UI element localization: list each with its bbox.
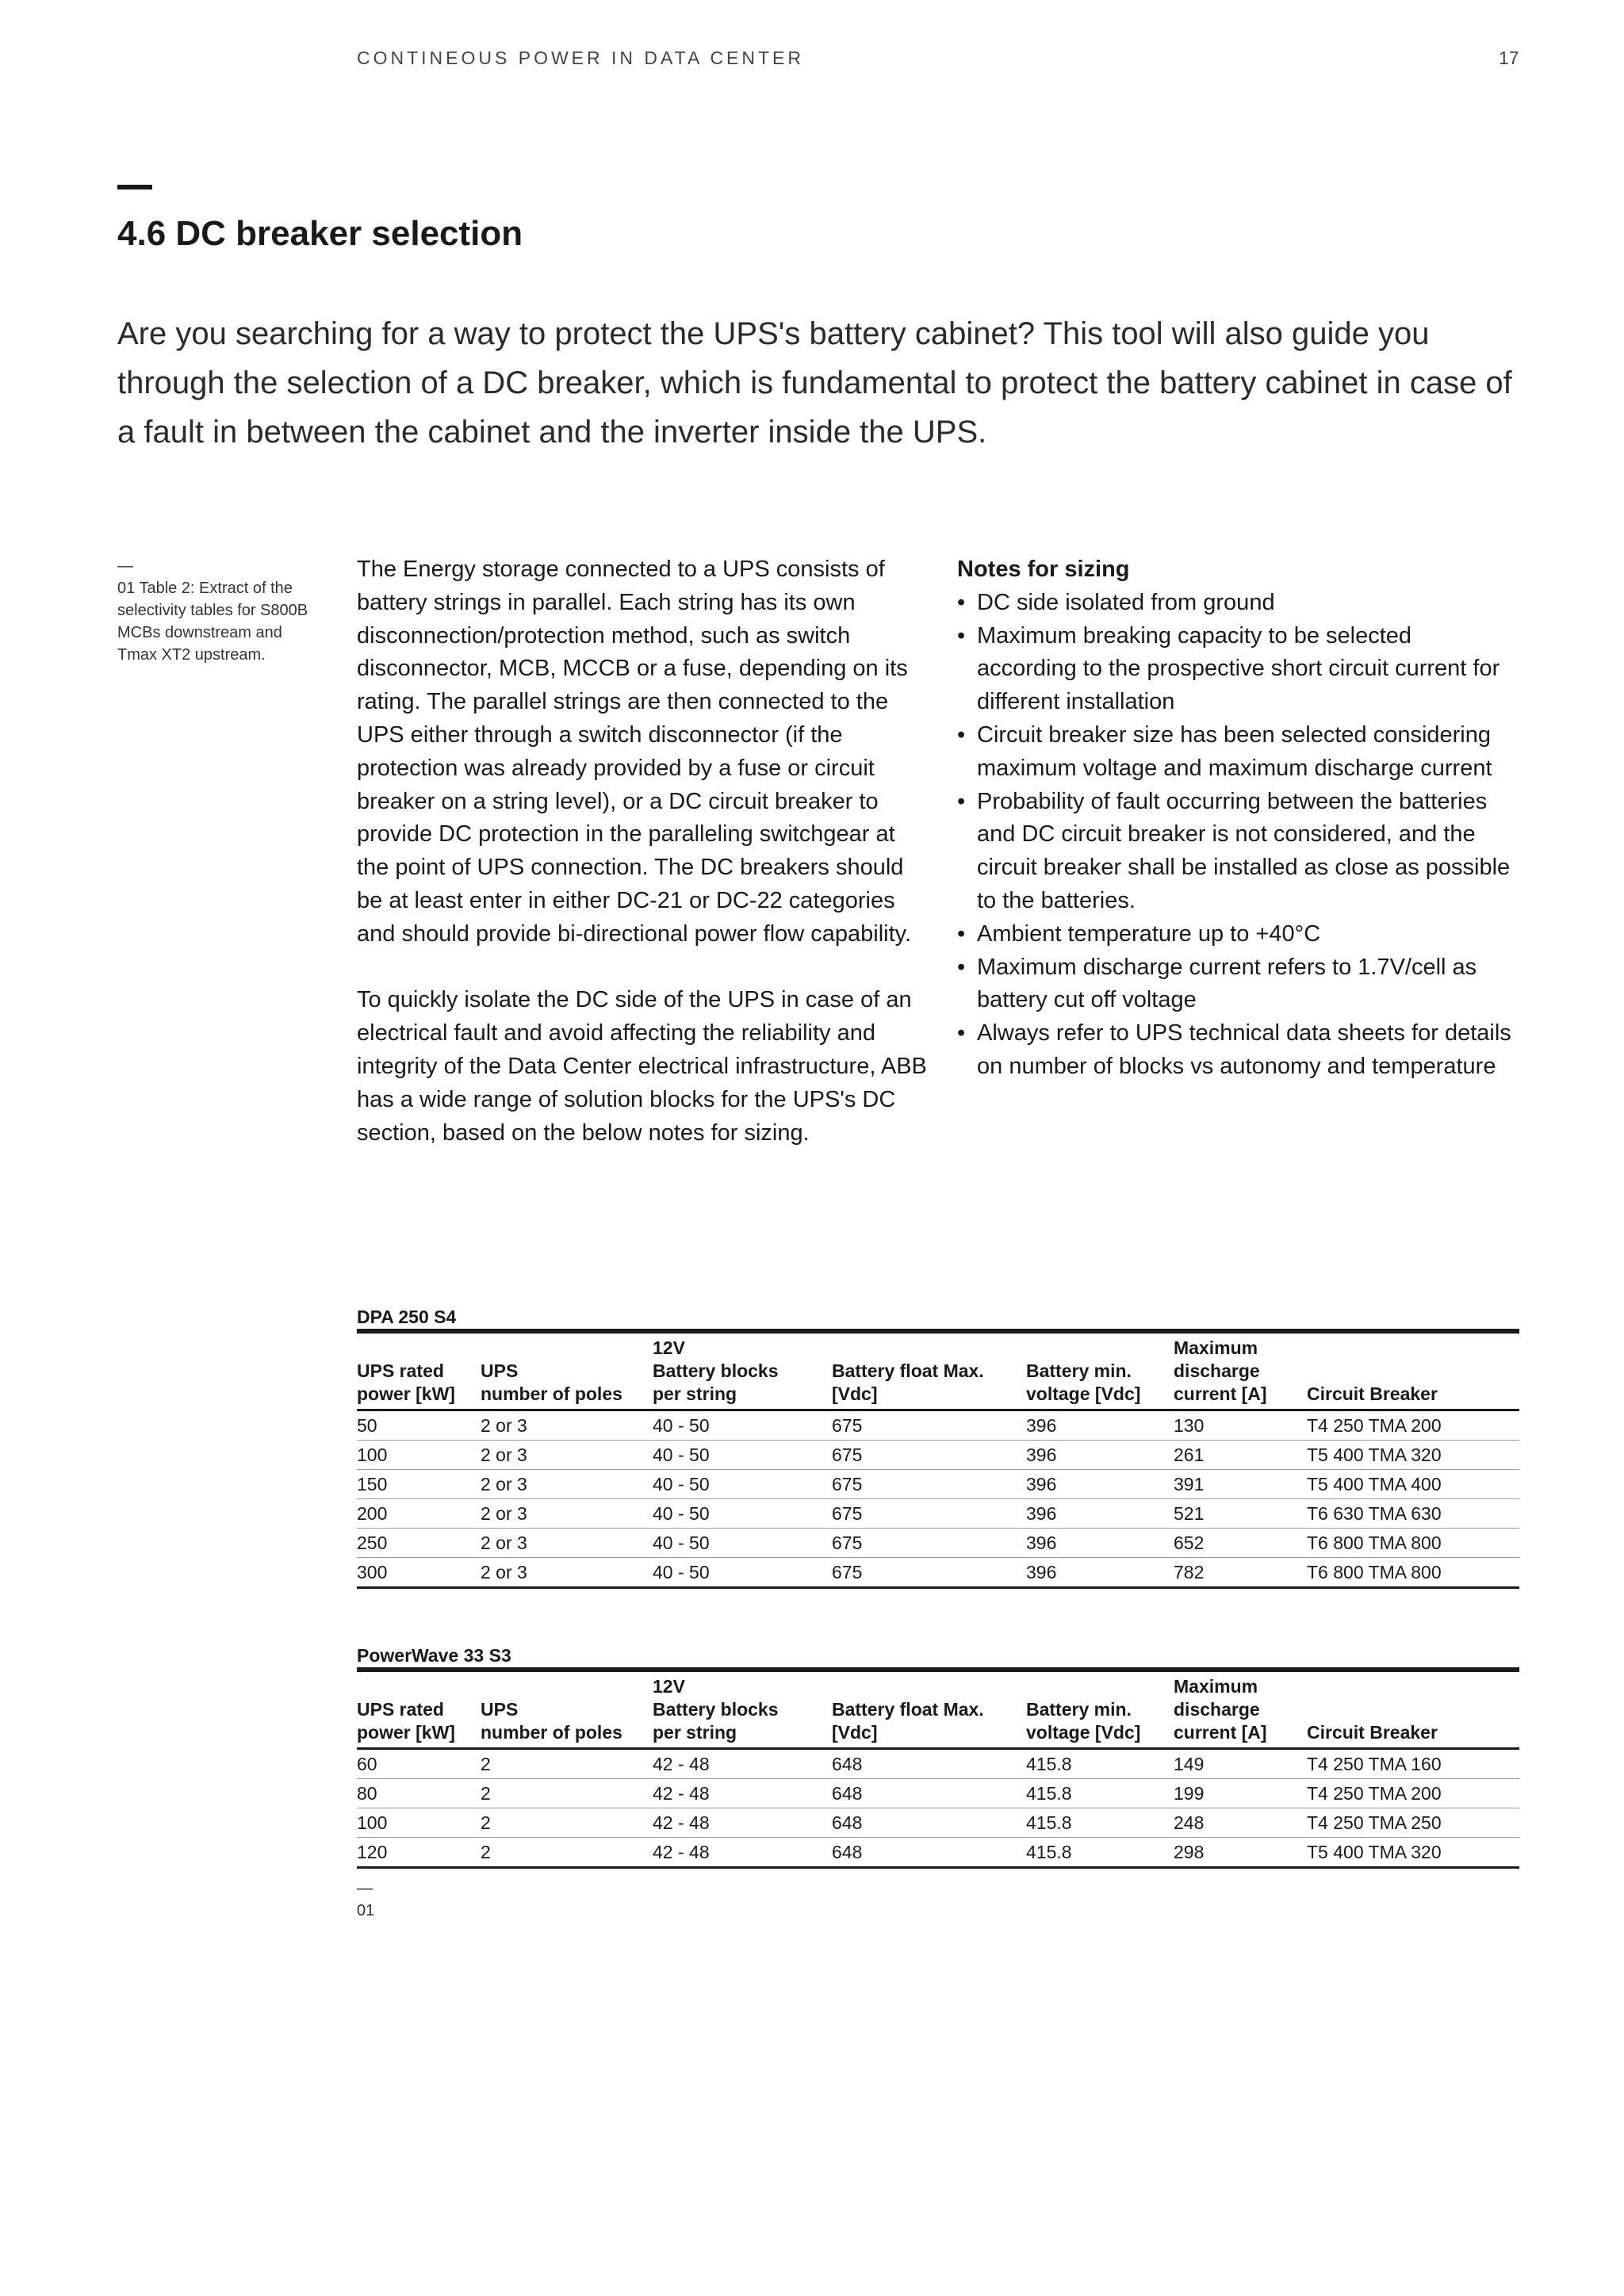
column-header [1174,1331,1307,1410]
body-paragraph-1: The Energy storage connected to a UPS consists of battery strings in parallel. Each string has its own disconnection/protection method, such as switch disconnector, MCB, MCCB or a fuse, depending on its rating. The parallel strings are then connected to the UPS either through a switch disconnector (if the protection was already provided by a fuse or circuit breaker on a string level), or a DC circuit breaker to provide DC protection in the paralleling switchgear at the point of UPS connection. The DC breakers should be at least enter in either DC-21 or DC-22 categories and should provide bi-directional power flow capability. [357,557,912,947]
table-row [357,1749,1519,1779]
table-cell: 2 or 3 [481,1441,653,1470]
column-header-line: [Vdc] [832,1722,878,1743]
caption-dash: — [117,557,133,575]
table-cell: 415.8 [1026,1808,1174,1838]
table-cell: 652 [1174,1529,1307,1558]
table-cell: 40 - 50 [653,1470,832,1499]
column-header-line: Battery min. [1026,1699,1132,1720]
table-cell: T5 400 TMA 320 [1307,1441,1519,1470]
column-header-line: Maximum [1174,1676,1258,1697]
table-cell: 782 [1174,1562,1205,1582]
table-cell: 42 - 48 [653,1749,832,1779]
note-item: • Ambient temperature up to +40°C [957,918,1512,951]
column-header-line: number of poles [481,1383,622,1404]
table-cell: T4 250 TMA 160 [1307,1749,1519,1779]
table-cell: 80 [357,1779,481,1808]
table-cell: 60 [357,1749,481,1779]
table-cell: 200 [357,1499,481,1529]
table-cell: 648 [832,1842,863,1862]
sizing-notes [957,553,1512,1084]
caption-text: 01 Table 2: Extract of the selectivity tables for S800B MCBs downstream and Tmax XT2 upstream. [117,580,308,664]
table-cell: 40 - 50 [653,1562,710,1582]
column-header [832,1331,1026,1410]
table-cell: 2 [481,1842,491,1862]
table-cell: 2 or 3 [481,1499,653,1529]
table-row [357,1838,1519,1868]
column-header-line: 12V [653,1676,685,1697]
table-cell: 675 [832,1470,1026,1499]
column-header-line: power [kW] [357,1383,455,1404]
table-cell: T5 400 TMA 400 [1307,1470,1519,1499]
page-number: 17 [1499,48,1519,68]
table-cell: 261 [1174,1441,1307,1470]
notes-title: Notes for sizing [957,557,1130,582]
column-header-line: UPS rated [357,1699,444,1720]
column-header-line: UPS rated [357,1360,444,1381]
note-item: • Always refer to UPS technical data sheets for details on number of blocks vs autonomy and temperature [957,1017,1512,1084]
figure-caption [117,555,316,666]
dpa-250-s4-table [357,1329,1519,1589]
table-cell: 675 [832,1441,1026,1470]
table-cell: 648 [832,1779,1026,1808]
table-row [357,1779,1519,1808]
table-cell: T5 400 TMA 320 [1307,1842,1442,1862]
table-cell: 396 [1026,1529,1174,1558]
column-header [1307,1670,1519,1749]
table-cell: 149 [1174,1749,1307,1779]
column-header [481,1331,653,1410]
table-cell: 396 [1026,1441,1174,1470]
footnote-dash: — [357,1880,373,1897]
section-title: 4.6 DC breaker selection [117,214,523,253]
column-header-line: Battery blocks [653,1360,779,1381]
table-cell: 396 [1026,1410,1174,1441]
column-header-line: power [kW] [357,1722,455,1743]
table-cell: T6 800 TMA 800 [1307,1529,1519,1558]
table-cell: 648 [832,1749,1026,1779]
column-header-line: Maximum [1174,1337,1258,1358]
table-cell: 396 [1026,1499,1174,1529]
column-header-line: voltage [Vdc] [1026,1722,1141,1743]
table-cell: T6 800 TMA 800 [1307,1562,1442,1582]
table-name: PowerWave 33 S3 [357,1645,511,1666]
table-cell: 396 [1026,1470,1174,1499]
table-cell: 415.8 [1026,1779,1174,1808]
table-row [357,1470,1519,1499]
column-header-line: discharge [1174,1699,1260,1720]
column-header-line: current [A] [1174,1383,1267,1404]
column-header-line: UPS [481,1699,519,1720]
table-cell: T6 630 TMA 630 [1307,1499,1519,1529]
table-cell: T4 250 TMA 200 [1307,1410,1519,1441]
column-header [1307,1331,1519,1410]
column-header-line: voltage [Vdc] [1026,1383,1141,1404]
table-cell: 42 - 48 [653,1842,710,1862]
column-header-line: per string [653,1383,737,1404]
column-header-line: Battery float Max. [832,1699,984,1720]
table-cell: 675 [832,1410,1026,1441]
table-cell: 40 - 50 [653,1529,832,1558]
column-header-line: Circuit Breaker [1307,1383,1438,1404]
table-cell: 40 - 50 [653,1410,832,1441]
column-header-line: number of poles [481,1722,622,1743]
note-item: • Probability of fault occurring between the batteries and DC circuit breaker is not considered, and the circuit breaker shall be installed as close as possible to the batteries. [957,786,1512,918]
powerwave-33-s3-table-block [357,1644,1519,1869]
column-header [653,1670,832,1749]
column-header-line: per string [653,1722,737,1743]
table-row [357,1529,1519,1558]
lead-paragraph: Are you searching for a way to protect the UPS's battery cabinet? This tool will also guide you through the selection of a DC breaker, which is fundamental to protect the battery cabinet in case of a fault in between the cabinet and the inverter inside the UPS. [117,316,1512,450]
note-item: • Circuit breaker size has been selected considering maximum voltage and maximum discharge current [957,719,1512,786]
table-cell: 396 [1026,1562,1057,1582]
running-header-title: CONTINEOUS POWER IN DATA CENTER [357,48,805,68]
column-header-line: UPS [481,1360,519,1381]
table-cell: T4 250 TMA 200 [1307,1779,1519,1808]
column-header [832,1670,1026,1749]
note-item: • Maximum discharge current refers to 1.7V/cell as battery cut off voltage [957,951,1512,1018]
column-header [357,1331,481,1410]
table-cell: 521 [1174,1499,1307,1529]
column-header [653,1331,832,1410]
powerwave-33-s3-table [357,1667,1519,1869]
column-header [1026,1331,1174,1410]
section-title-dash [117,185,152,189]
table-cell: 2 or 3 [481,1410,653,1441]
table-cell: 2 or 3 [481,1470,653,1499]
table-cell: 130 [1174,1410,1307,1441]
table-name: DPA 250 S4 [357,1307,457,1327]
table-cell: 100 [357,1808,481,1838]
table-cell: 50 [357,1410,481,1441]
table-cell: 300 [357,1562,388,1582]
body-column [357,553,928,1183]
table-row [357,1410,1519,1441]
table-cell: 415.8 [1026,1749,1174,1779]
column-header-line: Battery blocks [653,1699,779,1720]
table-cell: 675 [832,1529,1026,1558]
table-cell: 391 [1174,1470,1307,1499]
table-cell: T4 250 TMA 250 [1307,1808,1519,1838]
table-cell: 648 [832,1808,1026,1838]
column-header-line: Battery min. [1026,1360,1132,1381]
table-cell: 2 [481,1808,653,1838]
note-item: • DC side isolated from ground [957,587,1512,620]
table-cell: 2 [481,1749,653,1779]
table-cell: 120 [357,1842,388,1862]
column-header [1174,1670,1307,1749]
column-header [481,1670,653,1749]
footnote-label: 01 [357,1902,375,1919]
table-cell: 199 [1174,1779,1307,1808]
table-cell: 2 or 3 [481,1562,527,1582]
column-header-line: Circuit Breaker [1307,1722,1438,1743]
table-footnote [357,1877,374,1922]
dpa-250-s4-table-block [357,1305,1519,1589]
table-cell: 42 - 48 [653,1808,832,1838]
table-cell: 675 [832,1499,1026,1529]
notes-list [957,587,1512,1084]
table-cell: 2 [481,1779,653,1808]
table-cell: 675 [832,1562,863,1582]
table-cell: 250 [357,1529,481,1558]
column-header [1026,1670,1174,1749]
table-header-row [357,1670,1519,1749]
note-item: • Maximum breaking capacity to be selected according to the prospective short circuit current for different installation [957,620,1512,719]
table-header-row [357,1331,1519,1410]
table-cell: 298 [1174,1842,1205,1862]
column-header-line: discharge [1174,1360,1260,1381]
table-cell: 415.8 [1026,1842,1072,1862]
column-header-line: Battery float Max. [832,1360,984,1381]
table-row [357,1441,1519,1470]
column-header-line: [Vdc] [832,1383,878,1404]
table-cell: 150 [357,1470,481,1499]
table-cell: 40 - 50 [653,1499,832,1529]
table-cell: 2 or 3 [481,1529,653,1558]
table-row [357,1499,1519,1529]
column-header [357,1670,481,1749]
column-header-line: 12V [653,1337,685,1358]
table-cell: 42 - 48 [653,1779,832,1808]
body-paragraph-2: To quickly isolate the DC side of the UPS in case of an electrical fault and avoid affecting the reliability and integrity of the Data Center electrical infrastructure, ABB has a wide range of solution blocks for the UPS's DC section, based on the below notes for sizing. [357,987,927,1146]
table-cell: 248 [1174,1808,1307,1838]
table-cell: 100 [357,1441,481,1470]
column-header-line: current [A] [1174,1722,1267,1743]
table-row [357,1808,1519,1838]
table-row [357,1558,1519,1588]
table-cell: 40 - 50 [653,1441,832,1470]
